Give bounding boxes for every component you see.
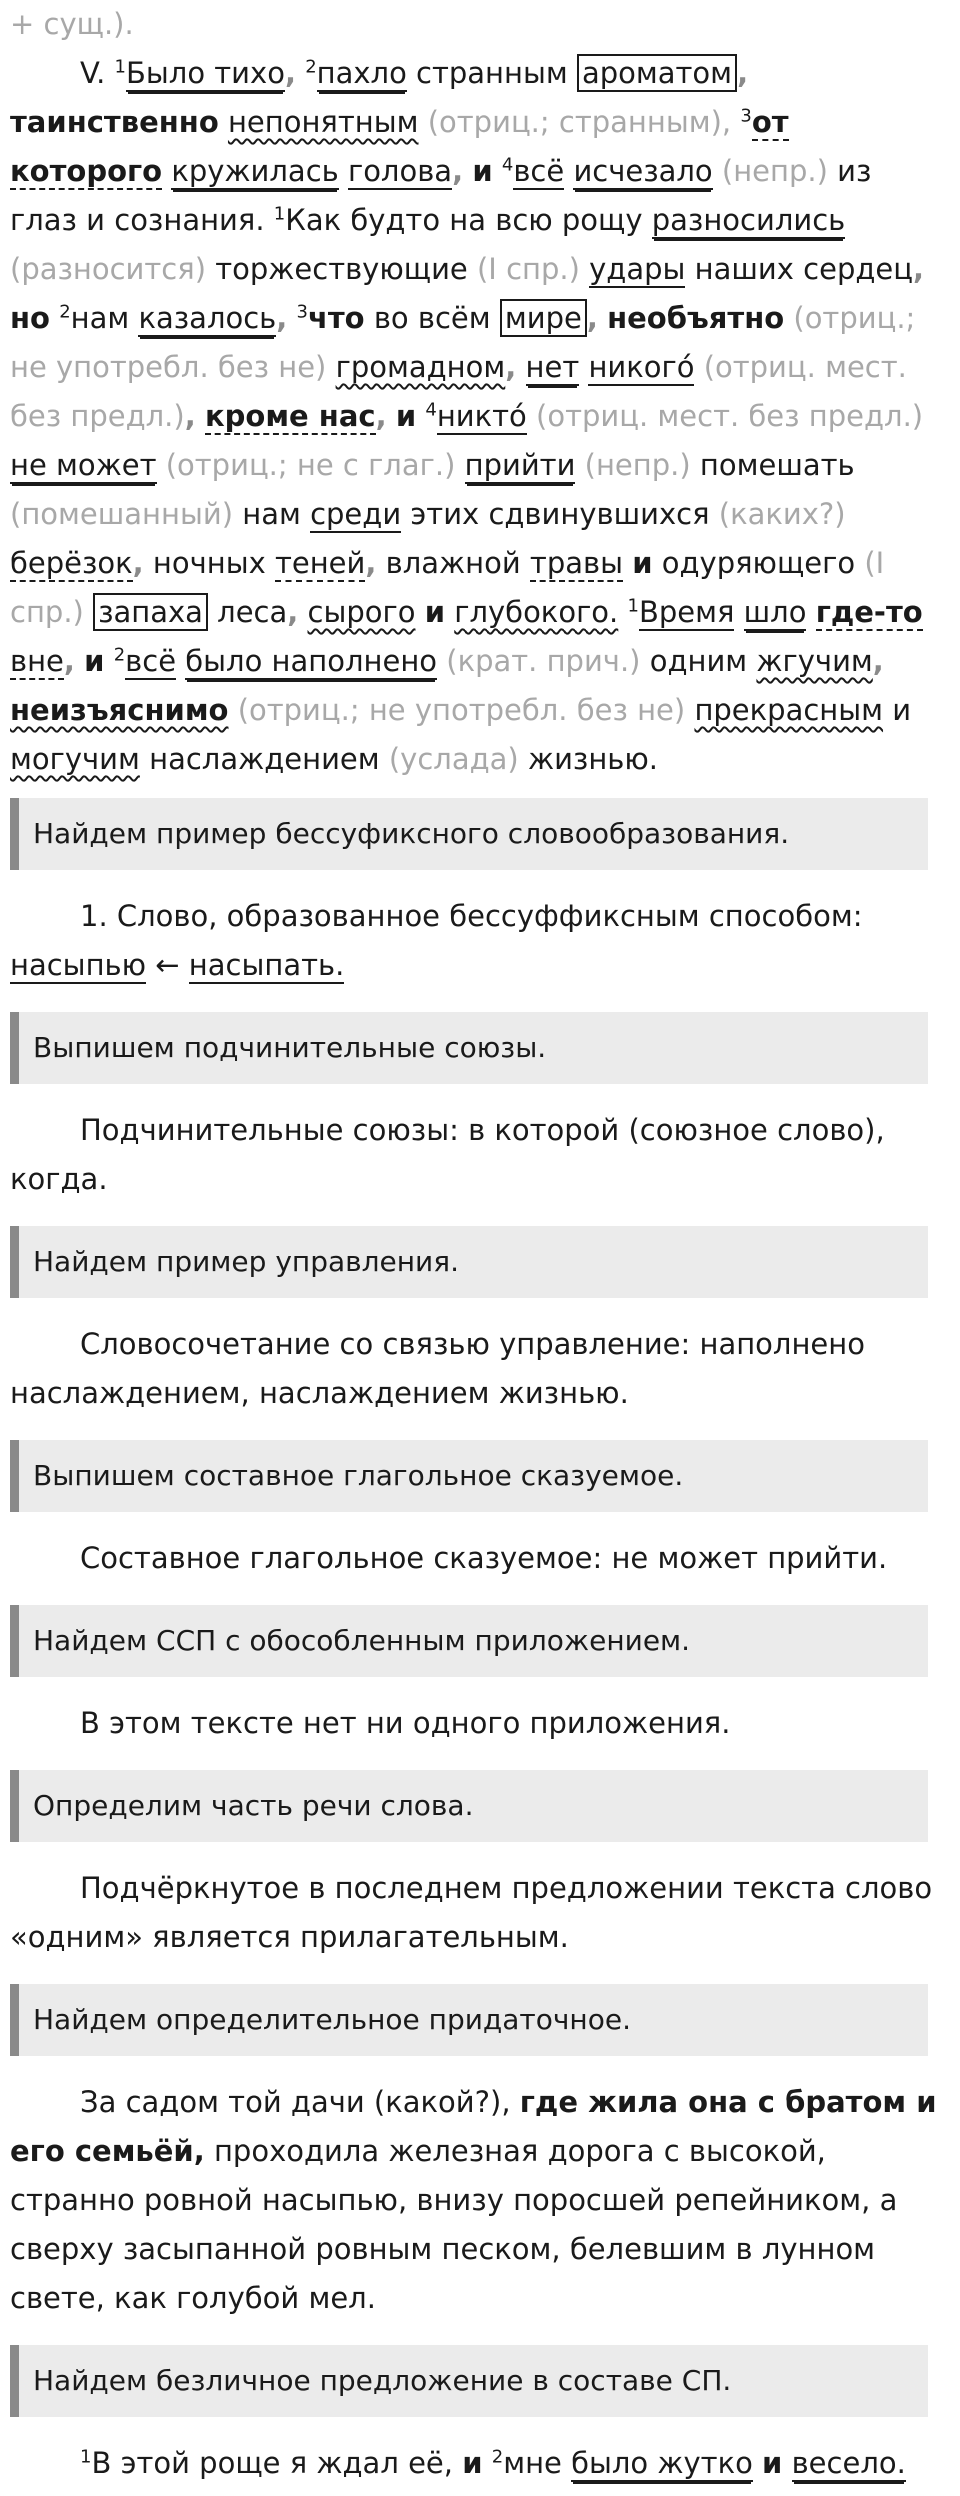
section-header: Выпишем подчинительные союзы. xyxy=(10,1012,928,1084)
section-answer: $^1$В этой роще я ждал её, и $^2$мне было жутко и весело. xyxy=(80,2446,906,2480)
section-answer: Подчинительные союзы: в которой (союзное слово), когда. xyxy=(10,1113,885,1196)
source-word: насыпать. xyxy=(188,948,345,982)
section-header: Найдем определительное придаточное. xyxy=(10,1984,928,2056)
roman-numeral: V. xyxy=(80,56,106,90)
section-answer: За садом той дачи (какой?), где жила она с братом и его семьёй, проходила железная дорога с высокой, странно ровной насыпью, внизу поросшей репейником, а сверху засыпанной ровным песком, белевшим в лунном свете, как голубой мел. xyxy=(10,2085,937,2315)
section-header: Найдем пример бессуфиксного словообразования. xyxy=(10,798,928,870)
section-answer: Составное глагольное сказуемое: не может прийти. xyxy=(80,1541,888,1575)
section-header: Найдем ССП с обособленным приложением. xyxy=(10,1605,928,1677)
arrow-icon: ← xyxy=(155,948,180,982)
section-answer: В этом тексте нет ни одного приложения. xyxy=(80,1706,731,1740)
top-fragment: + сущ.). xyxy=(10,7,134,41)
section-header: Определим часть речи слова. xyxy=(10,1770,928,1842)
section-answer: Словосочетание со связью управление: наполнено наслаждением, наслаждением жизнью. xyxy=(10,1327,865,1410)
section-answer: 1. Слово, образованное бессуффиксным способом: насыпью ← насыпать. xyxy=(10,899,863,982)
section-header: Найдем пример управления. xyxy=(10,1226,928,1298)
section-header: Найдем безличное предложение в составе СП. xyxy=(10,2345,928,2417)
main-text: V. $^1$Было тихо, $^2$пахло странным ароматом , таинственно непонятным (отриц.; странным), $^3$от которого кружилась голова, и $^4$всё исчезало (непр.) из глаз и сознания. $^1$Как будто на всю рощу разносились (разносится) торжествующие (I спр.) удары наших сердец, но $^2$нам казалось, $^3$что во всём мире , необъятно (отриц.; не употребл. без не) громадном, нет никого́ (отриц. мест. без предл.), кроме нас, и $^4$никто́ (отриц. мест. без предл.) не может (отриц.; не с глаг.) прийти (непр.) помешать (помешанный) нам среди этих сдвинувшихся (каких?) берёзок, ночных теней, влажной травы и одуряющего (I спр.) запаха леса, сырого и глубокого. $^1$Время шло где-то вне, и $^2$всё было наполнено (крат. прич.) одним жгучим, неизъяснимо (отриц.; не употребл. без не) прекрасным и могучим наслаждением (услада) жизнью. xyxy=(10,56,925,776)
section-answer: Подчёркнутое в последнем предложении текста слово «одним» является прилагательным. xyxy=(10,1871,933,1954)
document-body xyxy=(10,0,945,2496)
derived-word: насыпью xyxy=(10,948,147,982)
section-header: Выпишем составное глагольное сказуемое. xyxy=(10,1440,928,1512)
